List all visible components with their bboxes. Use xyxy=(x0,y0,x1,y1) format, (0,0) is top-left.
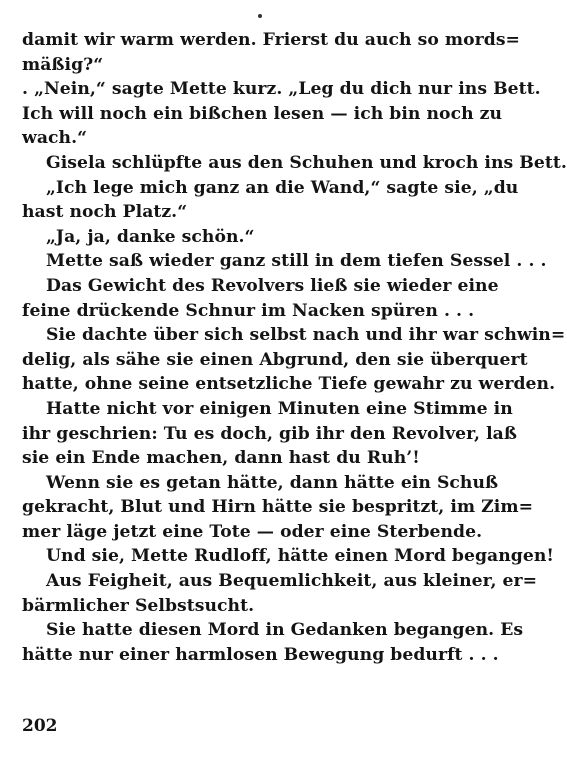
text-line: sie ein Ende machen, dann hast du Ruh’! xyxy=(22,448,420,469)
text-line: delig, als sähe sie einen Abgrund, den sie überquert xyxy=(22,349,528,370)
text-line: Aus Feigheit, aus Bequemlichkeit, aus kleiner, er= xyxy=(46,571,538,592)
print-dot xyxy=(258,14,262,18)
text-line: Hatte nicht vor einigen Minuten eine Stimme in xyxy=(46,398,513,419)
text-line: Mette saß wieder ganz still in dem tiefen Sessel . . . xyxy=(46,251,547,272)
text-line: wach.“ xyxy=(22,128,88,149)
text-line: Sie dachte über sich selbst nach und ihr war schwin= xyxy=(46,325,566,346)
text-line: „Ja, ja, danke schön.“ xyxy=(46,226,255,247)
body-text xyxy=(22,28,567,667)
text-line: Und sie, Mette Rudloff, hätte einen Mord begangen! xyxy=(46,546,554,567)
text-line: Sie hatte diesen Mord in Gedanken begangen. Es xyxy=(46,620,524,641)
text-line: Gisela schlüpfte aus den Schuhen und kroch ins Bett. xyxy=(46,152,567,173)
text-line: Das Gewicht des Revolvers ließ sie wieder eine xyxy=(46,275,499,296)
text-line: Ich will noch ein bißchen lesen — ich bin noch zu xyxy=(22,103,503,124)
text-line: bärmlicher Selbstsucht. xyxy=(22,595,255,616)
text-line: mer läge jetzt eine Tote — oder eine Sterbende. xyxy=(22,521,483,542)
text-line: hast noch Platz.“ xyxy=(22,202,188,223)
text-line: feine drückende Schnur im Nacken spüren . . . xyxy=(22,300,475,321)
page-number: 202 xyxy=(22,716,58,736)
text-line: hatte, ohne seine entsetzliche Tiefe gewahr zu werden. xyxy=(22,374,556,395)
text-line: hätte nur einer harmlosen Bewegung bedurft . . . xyxy=(22,644,499,665)
text-line: . „Nein,“ sagte Mette kurz. „Leg du dich nur ins Bett. xyxy=(22,79,541,100)
text-line: gekracht, Blut und Hirn hätte sie bespritzt, im Zim= xyxy=(22,497,534,518)
text-line: ihr geschrien: Tu es doch, gib ihr den Revolver, laß xyxy=(22,423,517,444)
text-line: „Ich lege mich ganz an die Wand,“ sagte sie, „du xyxy=(46,177,519,198)
text-line: damit wir warm werden. Frierst du auch so mords= xyxy=(22,30,520,50)
text-line: Wenn sie es getan hätte, dann hätte ein Schuß xyxy=(46,472,499,493)
text-line: mäßig?“ xyxy=(22,54,104,75)
